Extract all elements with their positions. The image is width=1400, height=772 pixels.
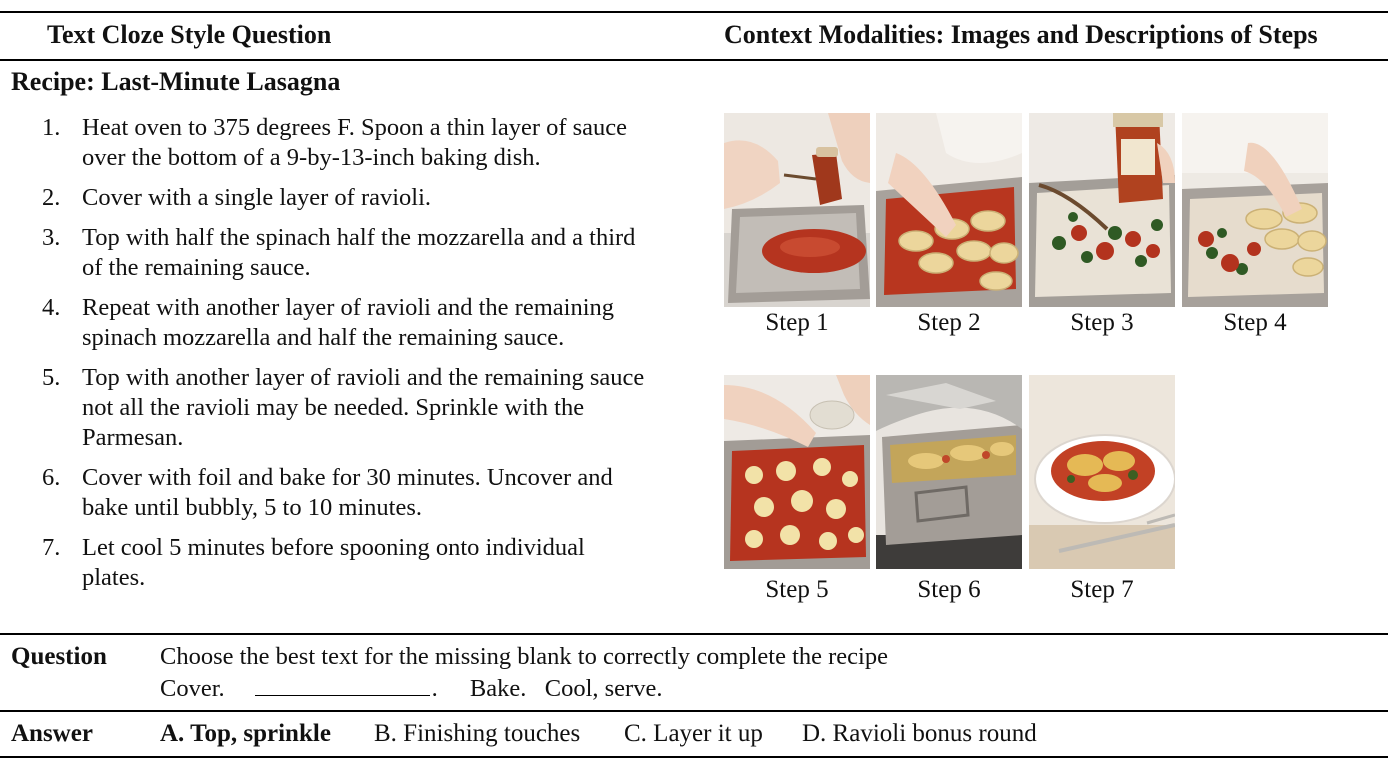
step-7-caption: Step 7 bbox=[1070, 576, 1134, 603]
photo-pouring-sauce-icon bbox=[724, 113, 870, 307]
step-number: 1. bbox=[42, 114, 61, 141]
step-text-line: Cover with a single layer of ravioli. bbox=[82, 184, 432, 211]
recipe-step-6 bbox=[42, 463, 717, 523]
photo-foil-covered-dish-icon bbox=[876, 375, 1022, 569]
step-text bbox=[82, 183, 717, 213]
photo-spooning-sauce-icon bbox=[1029, 113, 1175, 307]
answer-option-d: D. Ravioli bonus round bbox=[802, 720, 1037, 747]
question-prompt: Choose the best text for the missing blank to correctly complete the recipe bbox=[160, 643, 888, 670]
bottom-rule bbox=[0, 756, 1388, 758]
step-text-line: of the remaining sauce. bbox=[82, 254, 311, 281]
recipe-step-7 bbox=[42, 533, 717, 593]
step-text bbox=[82, 463, 717, 523]
step-text-line: bake until bubbly, 5 to 10 minutes. bbox=[82, 494, 423, 521]
step-text bbox=[82, 363, 717, 453]
answer-option-b: B. Finishing touches bbox=[374, 720, 581, 747]
step-2-caption: Step 2 bbox=[917, 309, 981, 336]
step-text-line: Top with half the spinach half the mozzarella and a third bbox=[82, 224, 636, 251]
step-text bbox=[82, 533, 717, 593]
top-rule bbox=[0, 11, 1388, 13]
step-2-image bbox=[876, 113, 1022, 307]
missing-blank bbox=[255, 673, 430, 696]
step-5-image bbox=[724, 375, 870, 569]
question-rule bbox=[0, 633, 1388, 635]
step-text-line: not all the ravioli may be needed. Sprinkle with the bbox=[82, 394, 585, 421]
step-3-image bbox=[1029, 113, 1175, 307]
step-number: 3. bbox=[42, 224, 61, 251]
question-label: Question bbox=[11, 643, 107, 670]
recipe-step-5 bbox=[42, 363, 717, 453]
recipe-step-list bbox=[42, 113, 717, 603]
question-sequence bbox=[160, 673, 662, 703]
recipe-step-4 bbox=[42, 293, 717, 353]
step-6-caption: Step 6 bbox=[917, 576, 981, 603]
step-text-line: Repeat with another layer of ravioli and the remaining bbox=[82, 294, 615, 321]
step-number: 7. bbox=[42, 534, 61, 561]
recipe-step-2 bbox=[42, 183, 717, 213]
step-3-caption: Step 3 bbox=[1070, 309, 1134, 336]
header-left: Text Cloze Style Question bbox=[47, 20, 332, 49]
photo-adding-ravioli-layer-icon bbox=[1182, 113, 1328, 307]
step-6-image bbox=[876, 375, 1022, 569]
step-text-line: Top with another layer of ravioli and the remaining sauce bbox=[82, 364, 645, 391]
answer-rule bbox=[0, 710, 1388, 712]
photo-placing-ravioli-icon bbox=[876, 113, 1022, 307]
sequence-after: . bbox=[431, 675, 438, 702]
sequence-rest: Bake. Cool, serve. bbox=[469, 675, 663, 702]
step-5-caption: Step 5 bbox=[765, 576, 829, 603]
step-1-caption: Step 1 bbox=[765, 309, 829, 336]
step-number: 5. bbox=[42, 364, 61, 391]
step-4-image bbox=[1182, 113, 1328, 307]
answer-option-a: A. Top, sprinkle bbox=[160, 720, 331, 747]
step-text bbox=[82, 113, 717, 173]
recipe-step-3 bbox=[42, 223, 717, 283]
sequence-before: Cover. bbox=[160, 675, 225, 702]
step-text bbox=[82, 223, 717, 283]
step-number: 2. bbox=[42, 184, 61, 211]
step-text-line: over the bottom of a 9-by-13-inch baking dish. bbox=[82, 144, 541, 171]
step-text-line: Cover with foil and bake for 30 minutes. Uncover and bbox=[82, 464, 613, 491]
answer-option-c: C. Layer it up bbox=[624, 720, 763, 747]
step-7-image bbox=[1029, 375, 1175, 569]
photo-plated-lasagna-icon bbox=[1029, 375, 1175, 569]
step-text-line: Parmesan. bbox=[82, 424, 184, 451]
recipe-step-1 bbox=[42, 113, 717, 173]
recipe-title: Recipe: Last-Minute Lasagna bbox=[11, 67, 341, 96]
step-number: 4. bbox=[42, 294, 61, 321]
header-rule bbox=[0, 59, 1388, 61]
step-text-line: Heat oven to 375 degrees F. Spoon a thin layer of sauce bbox=[82, 114, 628, 141]
step-text bbox=[82, 293, 717, 353]
step-4-caption: Step 4 bbox=[1223, 309, 1287, 336]
step-text-line: plates. bbox=[82, 564, 146, 591]
step-text-line: spinach mozzarella and half the remaining sauce. bbox=[82, 324, 565, 351]
answer-label: Answer bbox=[11, 720, 93, 747]
step-number: 6. bbox=[42, 464, 61, 491]
header-right: Context Modalities: Images and Descriptions of Steps bbox=[724, 20, 1318, 49]
photo-sprinkling-cheese-icon bbox=[724, 375, 870, 569]
step-1-image bbox=[724, 113, 870, 307]
step-text-line: Let cool 5 minutes before spooning onto individual bbox=[82, 534, 585, 561]
